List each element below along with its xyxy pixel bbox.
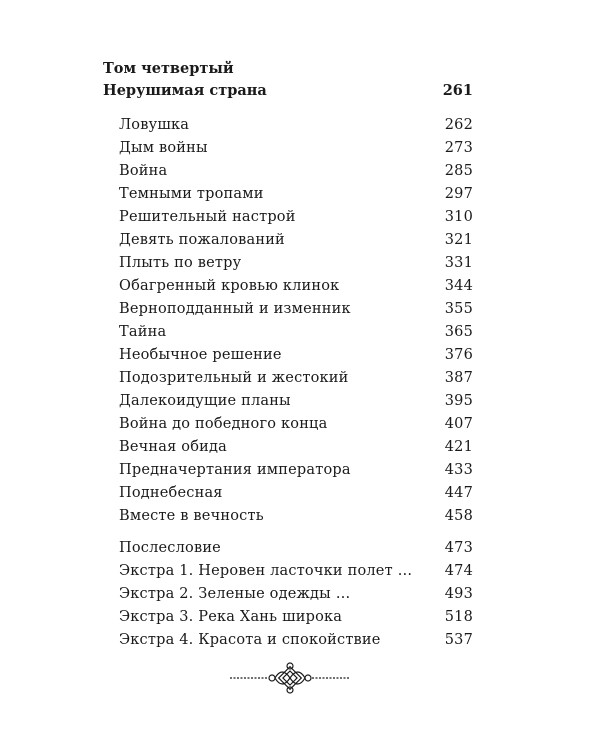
toc-entry-page: 321 bbox=[444, 232, 473, 248]
toc-entry-title: Далекоидущие планы bbox=[119, 393, 291, 409]
toc-entry-page: 433 bbox=[444, 462, 473, 478]
toc-entry-page: 376 bbox=[444, 347, 473, 363]
toc-extra-entry bbox=[119, 560, 473, 583]
volume-heading bbox=[103, 58, 473, 102]
toc-entry-page: 273 bbox=[444, 140, 473, 156]
toc-entry-page: 474 bbox=[444, 563, 473, 579]
toc-entry bbox=[119, 321, 473, 344]
toc-entry-page: 331 bbox=[444, 255, 473, 271]
toc-entry bbox=[119, 482, 473, 505]
toc-entry-title: Поднебесная bbox=[119, 485, 223, 501]
toc-entry bbox=[119, 137, 473, 160]
toc-entry-title: Темными тропами bbox=[119, 186, 264, 202]
toc-entry bbox=[119, 390, 473, 413]
toc-extra-entry bbox=[119, 537, 473, 560]
toc-entry-page: 310 bbox=[444, 209, 473, 225]
toc-entry-title: Вместе в вечность bbox=[119, 508, 264, 524]
volume-title-line bbox=[103, 80, 473, 102]
toc-entry-page: 421 bbox=[444, 439, 473, 455]
toc-entry-title: Предначертания императора bbox=[119, 462, 351, 478]
section-gap bbox=[119, 528, 473, 537]
toc-entry bbox=[119, 505, 473, 528]
toc-entry bbox=[119, 344, 473, 367]
toc-entry-title: Обагренный кровью клинок bbox=[119, 278, 340, 294]
table-of-contents bbox=[119, 114, 473, 652]
toc-entry-title: Решительный настрой bbox=[119, 209, 296, 225]
toc-entry-page: 473 bbox=[444, 540, 473, 556]
toc-entry-title: Дым войны bbox=[119, 140, 208, 156]
toc-entry-title: Война до победного конца bbox=[119, 416, 328, 432]
toc-entry-title: Вечная обида bbox=[119, 439, 227, 455]
toc-entry-title: Плыть по ветру bbox=[119, 255, 242, 271]
toc-extra-entry bbox=[119, 583, 473, 606]
toc-entry-title: Девять пожалований bbox=[119, 232, 285, 248]
volume-label-line bbox=[103, 58, 473, 80]
toc-entry bbox=[119, 206, 473, 229]
toc-entry-title: Экстра 1. Неровен ласточки полет … bbox=[119, 563, 413, 579]
toc-entry-title: Необычное решение bbox=[119, 347, 282, 363]
toc-entry-page: 407 bbox=[444, 416, 473, 432]
toc-entry-title: Верноподданный и изменник bbox=[119, 301, 351, 317]
toc-entry-title: Послесловие bbox=[119, 540, 221, 556]
toc-extra-entry bbox=[119, 606, 473, 629]
toc-entry bbox=[119, 183, 473, 206]
toc-entry-page: 365 bbox=[444, 324, 473, 340]
toc-entry-title: Тайна bbox=[119, 324, 167, 340]
toc-entry-page: 297 bbox=[444, 186, 473, 202]
toc-entry bbox=[119, 275, 473, 298]
toc-entry bbox=[119, 413, 473, 436]
toc-entry-page: 458 bbox=[444, 508, 473, 524]
volume-title: Нерушимая страна bbox=[103, 82, 267, 99]
toc-entry-page: 285 bbox=[444, 163, 473, 179]
toc-entry bbox=[119, 114, 473, 137]
toc-entry bbox=[119, 367, 473, 390]
toc-entry-title: Экстра 2. Зеленые одежды … bbox=[119, 586, 351, 602]
toc-entry-title: Подозрительный и жестокий bbox=[119, 370, 349, 386]
toc-extra-entry bbox=[119, 629, 473, 652]
toc-entry-page: 537 bbox=[444, 632, 473, 648]
volume-label: Том четвертый bbox=[103, 60, 234, 77]
toc-entry-title: Ловушка bbox=[119, 117, 190, 133]
ornament-svg bbox=[230, 658, 350, 698]
toc-entry-page: 262 bbox=[444, 117, 473, 133]
toc-entry-page: 355 bbox=[444, 301, 473, 317]
toc-entry-title: Экстра 3. Река Хань широка bbox=[119, 609, 343, 625]
endless-knot-icon bbox=[230, 658, 350, 698]
volume-page: 261 bbox=[442, 82, 473, 99]
toc-entry bbox=[119, 252, 473, 275]
toc-entry-title: Экстра 4. Красота и спокойствие bbox=[119, 632, 381, 648]
toc-entry-page: 344 bbox=[444, 278, 473, 294]
toc-entry-page: 387 bbox=[444, 370, 473, 386]
toc-entry bbox=[119, 436, 473, 459]
toc-entry bbox=[119, 229, 473, 252]
toc-entry bbox=[119, 298, 473, 321]
toc-entry bbox=[119, 160, 473, 183]
toc-entry-page: 395 bbox=[444, 393, 473, 409]
toc-entry-page: 493 bbox=[444, 586, 473, 602]
toc-entry bbox=[119, 459, 473, 482]
toc-entry-page: 447 bbox=[444, 485, 473, 501]
toc-entry-page: 518 bbox=[444, 609, 473, 625]
toc-entry-title: Война bbox=[119, 163, 168, 179]
